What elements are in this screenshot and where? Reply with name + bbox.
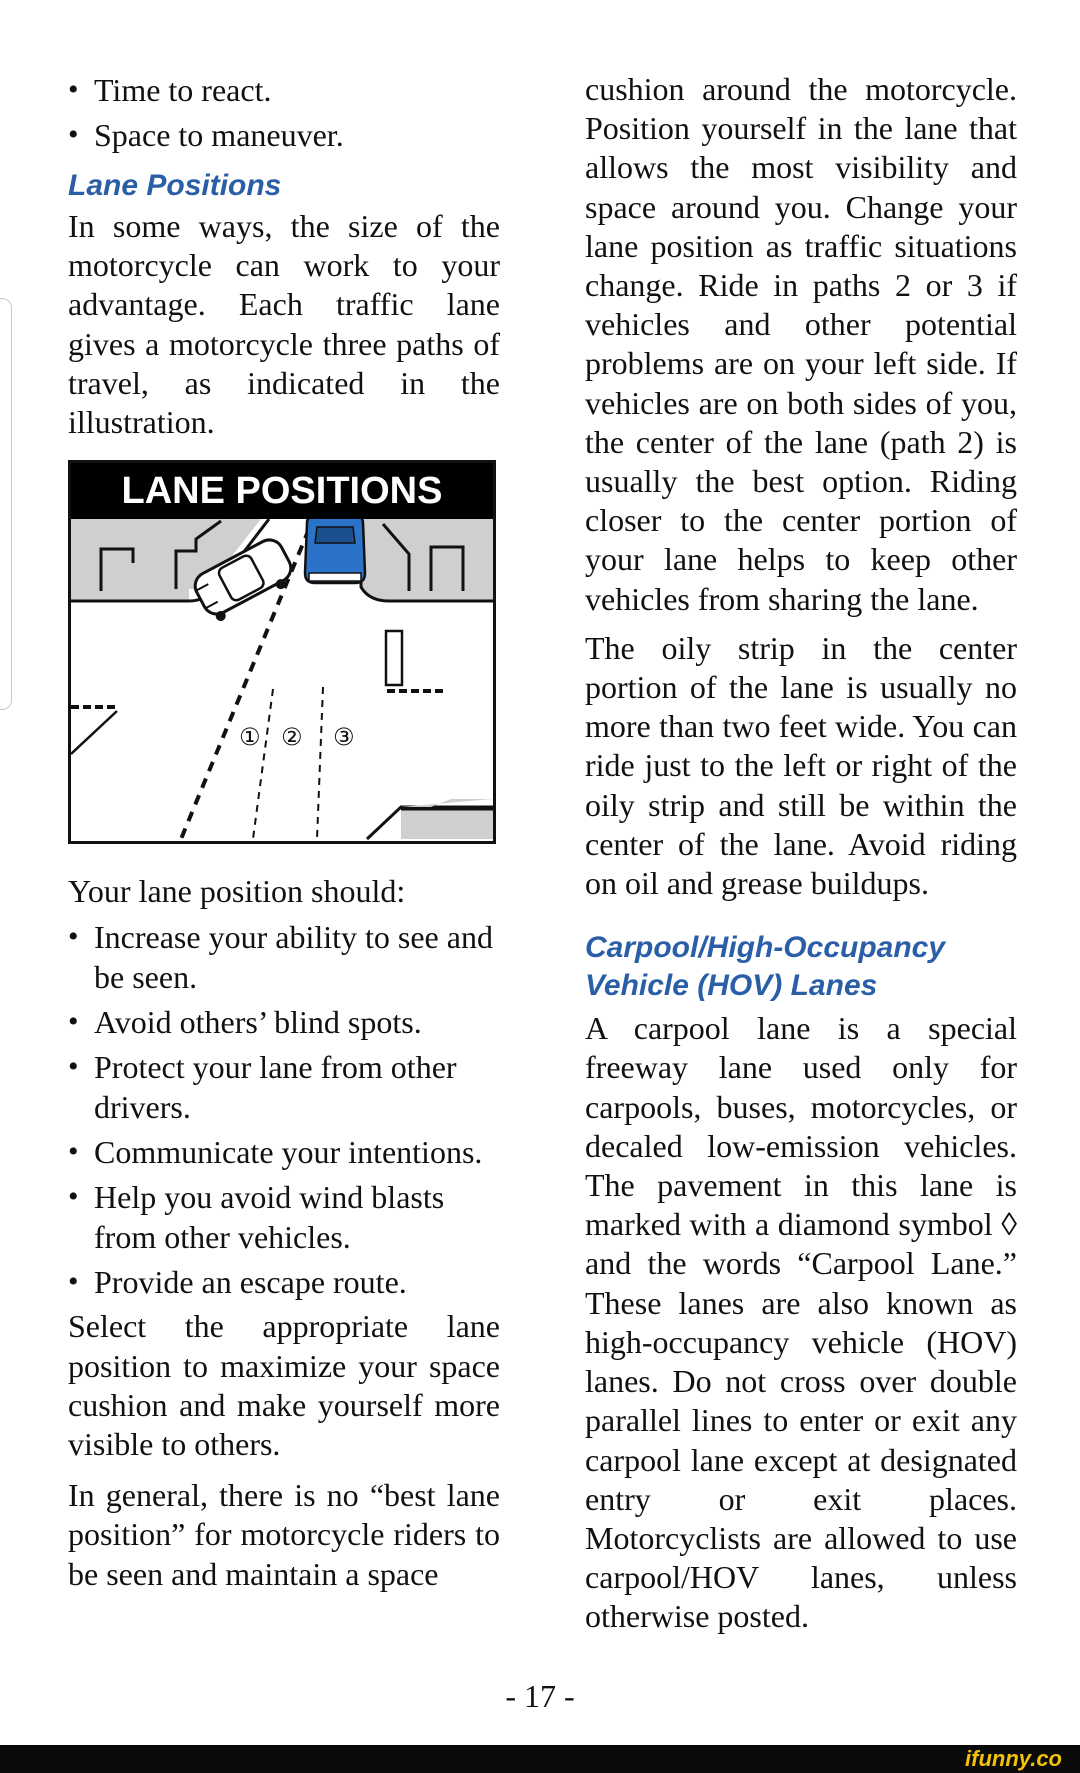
list-item: • Protect your lane from other drivers. <box>68 1047 500 1127</box>
heading-line: Carpool/High-Occupancy <box>585 931 946 965</box>
path-divider-1 <box>253 689 273 839</box>
right-column <box>585 70 1017 1637</box>
list-item: • Communicate your intentions. <box>68 1132 500 1172</box>
page-number: - 17 - <box>505 1678 575 1714</box>
list-item: • Space to maneuver. <box>68 115 500 155</box>
top-bullet-list <box>68 70 500 155</box>
paragraph: cushion around the motorcycle. Position yourself in the lane that allows the most visibility and space around you. Change your lane position as traffic situations change. Ride in paths 2 or 3 if vehicles and other potential problems are on your left side. If vehicles are on both sides of you, the center of the lane (path 2) is usually the best option. Riding closer to the center portion of your lane helps to keep other vehicles from sharing the lane. <box>585 71 1017 617</box>
list-item: • Time to react. <box>68 70 500 110</box>
paragraph: In general, there is no “best lane position” for motorcycle riders to be seen and maintain a space <box>68 1477 500 1592</box>
list-item: • Avoid others’ blind spots. <box>68 1002 500 1042</box>
blue-car-windshield <box>315 527 355 543</box>
path-label-3: ③ <box>333 723 355 752</box>
paragraph: A carpool lane is a special freeway lane used only for carpools, buses, motorcycles, or decaled low-emission vehicles. The pavement in this lane is marked with a diamond symbol ◊ and the words “Carpool Lane.” These lanes are also known as high-occupancy vehicle (HOV) lanes. Do not cross over double parallel lines to enter or exit any carpool lane except at designated entry or exit places. Motorcyclists are allowed to use carpool/HOV lanes, unless otherwise posted. <box>585 1010 1017 1635</box>
paragraph: The oily strip in the center portion of the lane is usually no more than two feet wide. You can ride just to the left or right of the oily strip and still be within the center of the lane. Avoid riding on oil and grease buildups. <box>585 629 1017 902</box>
left-crosswalk-edge <box>71 711 117 754</box>
heading-line: Vehicle (HOV) Lanes <box>585 969 878 1003</box>
right-post <box>386 631 402 685</box>
list-item: • Help you avoid wind blasts from other vehicles. <box>68 1177 500 1257</box>
blue-car <box>305 519 365 583</box>
bottom-right-sidewalk <box>401 809 493 839</box>
watermark-logo: ifunny.co <box>965 1746 1062 1771</box>
edge-tab <box>0 298 12 710</box>
lane-positions-figure <box>68 460 496 844</box>
left-column <box>68 70 500 1594</box>
figure-title: LANE POSITIONS <box>71 463 493 519</box>
list-item: • Increase your ability to see and be seen. <box>68 917 500 997</box>
list-item: • Provide an escape route. <box>68 1262 500 1302</box>
blue-car-bumper <box>309 573 361 581</box>
lane-diagram <box>71 519 493 841</box>
path-label-2: ② <box>281 723 303 752</box>
right-corner-block <box>361 519 493 601</box>
paragraph: Select the appropriate lane position to maximize your space cushion and make yourself more visible to others. <box>68 1308 500 1463</box>
section-heading-carpool <box>585 929 1017 1005</box>
path-divider-2 <box>317 687 323 839</box>
paragraph: In some ways, the size of the motorcycle can work to your advantage. Each traffic lane gives a motorcycle three paths of travel, as indicated in the illustration. <box>68 208 500 441</box>
lane-position-bullet-list <box>68 917 500 1302</box>
footer-bar <box>0 1745 1080 1773</box>
section-heading-lane-positions: Lane Positions <box>68 169 282 202</box>
paragraph: Your lane position should: <box>68 873 406 910</box>
path-label-1: ① <box>239 723 261 752</box>
